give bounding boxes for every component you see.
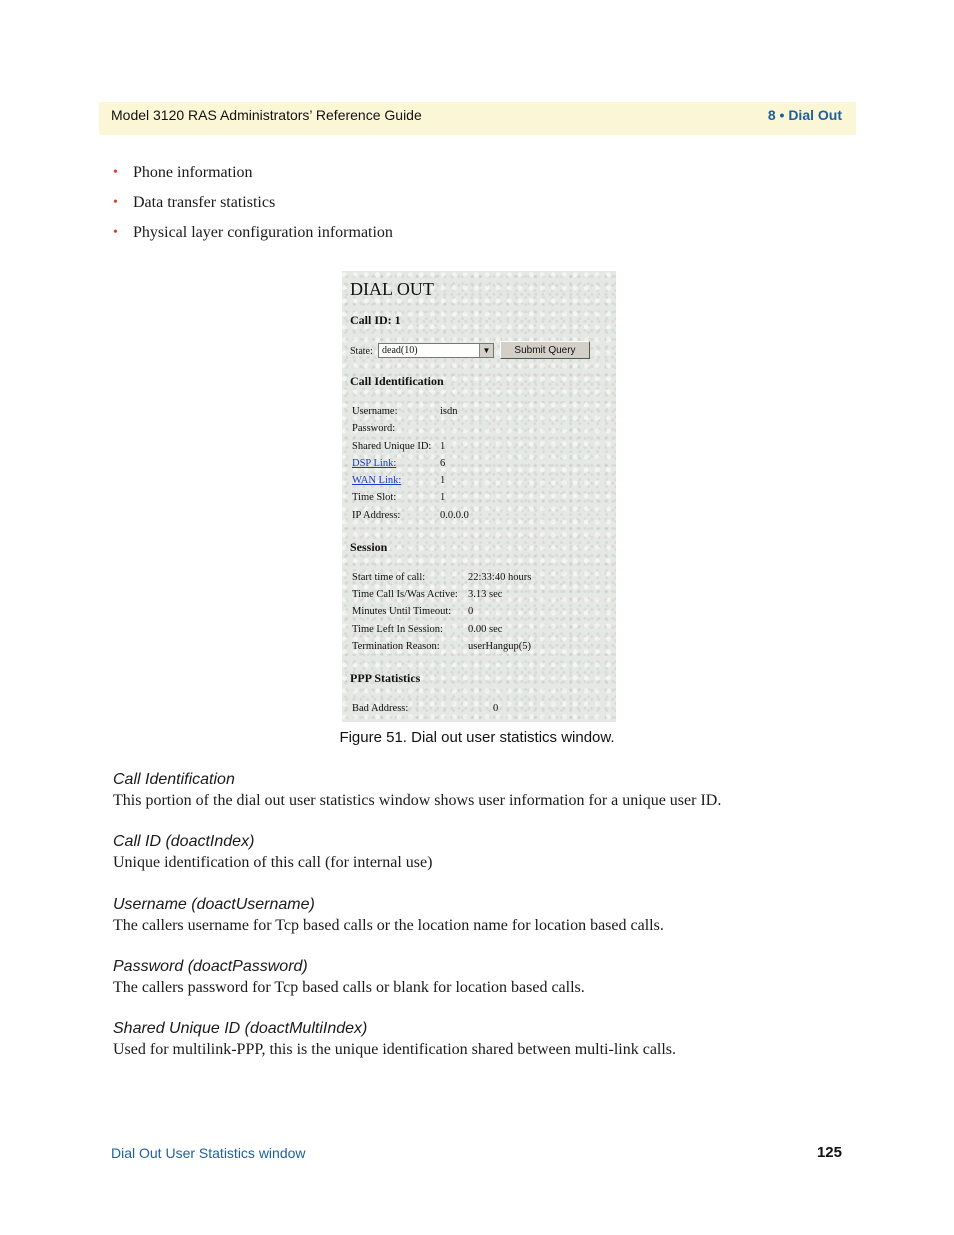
- row-value: userHangup(5): [468, 641, 531, 652]
- row-ip-address: [352, 510, 469, 527]
- row-label: Password:: [352, 423, 396, 434]
- section-heading: Username (doactUsername): [113, 896, 315, 913]
- row-label: Minutes Until Timeout:: [352, 606, 452, 617]
- bullet-list: [113, 161, 393, 251]
- row-value: 6: [440, 458, 446, 469]
- section-heading: Call ID (doactIndex): [113, 833, 255, 850]
- row-value: 0.0.0.0: [440, 510, 469, 521]
- row-value: 3.13 sec: [468, 589, 503, 600]
- state-select[interactable]: [378, 343, 494, 358]
- row-value: 0.00 sec: [468, 624, 503, 635]
- row-bad-address: [352, 703, 499, 720]
- row-time-slot: [352, 492, 446, 509]
- bullet-icon: •: [113, 225, 118, 240]
- list-item: [113, 161, 393, 191]
- list-item: [113, 221, 393, 251]
- row-wan-link: [352, 475, 446, 492]
- row-username: [352, 406, 458, 423]
- state-select-value: dead(10): [382, 345, 418, 356]
- bullet-text: Data transfer statistics: [133, 194, 276, 211]
- section-body: The callers username for Tcp based calls or the location name for location based calls.: [113, 917, 664, 934]
- row-label: Start time of call:: [352, 572, 426, 583]
- page-number: 125: [816, 1144, 842, 1161]
- section-shared-unique-id: [113, 1019, 853, 1061]
- row-value: 1: [440, 441, 446, 452]
- row-time-active: [352, 589, 503, 606]
- row-shared-unique-id: [352, 441, 446, 458]
- session-heading: Session: [350, 540, 388, 554]
- section-body: Unique identification of this call (for internal use): [113, 854, 433, 871]
- header-guide-title: Model 3120 RAS Administrators’ Reference Guide: [111, 107, 422, 123]
- wan-link[interactable]: WAN Link:: [352, 475, 402, 486]
- row-value: 0: [468, 606, 474, 617]
- row-label: Time Left In Session:: [352, 624, 443, 635]
- row-value: 1: [440, 475, 446, 486]
- call-id-heading: Call ID: 1: [350, 313, 401, 327]
- ppp-statistics-heading: PPP Statistics: [350, 671, 421, 685]
- row-termination-reason: [352, 641, 531, 658]
- header-chapter: 8 • Dial Out: [767, 107, 842, 123]
- section-password: [113, 957, 853, 999]
- section-body: The callers password for Tcp based calls or blank for location based calls.: [113, 979, 585, 996]
- row-time-left: [352, 624, 503, 641]
- page-header: [99, 102, 856, 135]
- figure-title: DIAL OUT: [350, 279, 434, 299]
- row-dsp-link: [352, 458, 446, 475]
- row-minutes-until-timeout: [352, 606, 474, 623]
- row-label: IP Address:: [352, 510, 401, 521]
- row-label: Username:: [352, 406, 398, 417]
- bullet-text: Physical layer configuration information: [133, 224, 393, 241]
- section-call-id: [113, 832, 853, 874]
- row-value: 22:33:40 hours: [468, 572, 532, 583]
- footer-section-title: Dial Out User Statistics window: [111, 1145, 306, 1161]
- section-body: Used for multilink-PPP, this is the unique identification shared between multi-link calls.: [113, 1041, 677, 1058]
- section-heading: Call Identification: [113, 771, 235, 788]
- row-start-time: [352, 572, 532, 589]
- section-heading: Shared Unique ID (doactMultiIndex): [113, 1020, 368, 1037]
- call-identification-heading: Call Identification: [350, 374, 444, 388]
- row-label: Shared Unique ID:: [352, 441, 432, 452]
- bullet-text: Phone information: [133, 164, 253, 181]
- list-item: [113, 191, 393, 221]
- section-call-identification: [113, 770, 853, 812]
- section-body: This portion of the dial out user statistics window shows user information for a unique user ID.: [113, 792, 722, 809]
- row-label: Termination Reason:: [352, 641, 440, 652]
- row-label: Bad Address:: [352, 703, 409, 714]
- figure-caption: Figure 51. Dial out user statistics window.: [339, 729, 615, 746]
- section-heading: Password (doactPassword): [113, 958, 308, 975]
- submit-query-button[interactable]: Submit Query: [500, 341, 590, 359]
- chevron-down-icon[interactable]: ▼: [479, 344, 493, 357]
- row-password: [352, 423, 395, 440]
- section-username: [113, 895, 853, 937]
- bullet-icon: •: [113, 195, 118, 210]
- dial-out-figure: [342, 271, 616, 722]
- row-label: Time Call Is/Was Active:: [352, 589, 458, 600]
- row-value: isdn: [440, 406, 458, 417]
- row-value: 0: [493, 703, 499, 714]
- bullet-icon: •: [113, 165, 118, 180]
- dsp-link[interactable]: DSP Link:: [352, 458, 397, 469]
- row-value: 1: [440, 492, 446, 503]
- state-label: State:: [350, 346, 373, 357]
- row-label: Time Slot:: [352, 492, 397, 503]
